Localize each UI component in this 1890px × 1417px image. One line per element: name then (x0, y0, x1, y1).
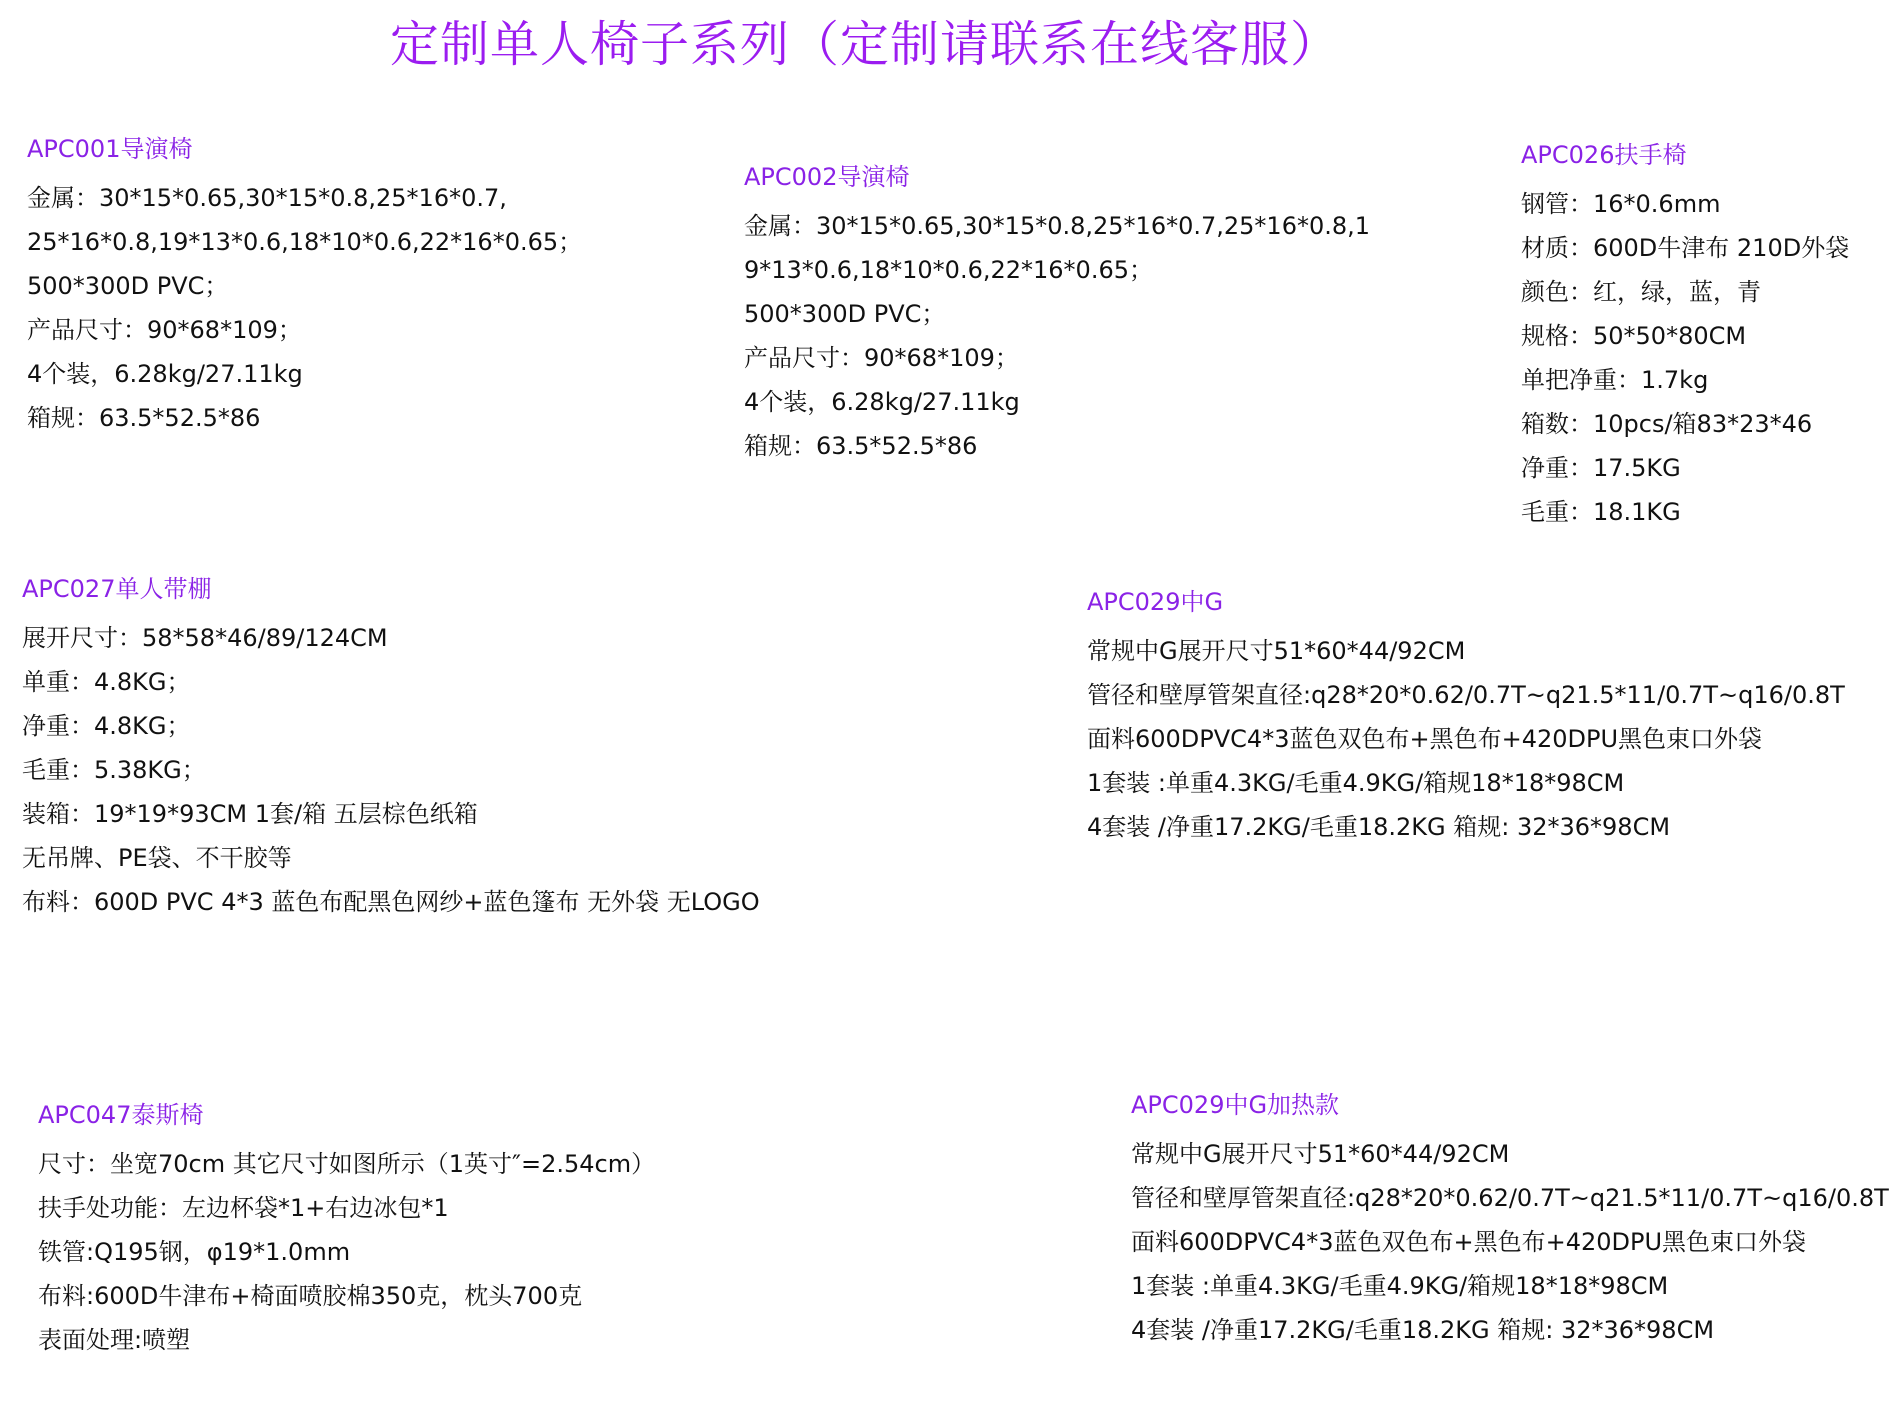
page-title: 定制单人椅子系列（定制请联系在线客服） (390, 16, 1341, 73)
spec-line: 常规中G展开尺寸51*60*44/92CM (1131, 1140, 1510, 1168)
spec-line: 材质：600D牛津布 210D外袋 (1521, 234, 1850, 262)
product-block-apc029 (1087, 587, 1845, 849)
product-title: APC029中G加热款 (1131, 1091, 1340, 1119)
spec-line: 毛重：5.38KG； (22, 756, 206, 784)
spec-line: 无吊牌、PE袋、不干胶等 (22, 844, 292, 872)
spec-line: 展开尺寸：58*58*46/89/124CM (22, 624, 388, 652)
spec-line: 铁管:Q195钢，φ19*1.0mm (38, 1238, 351, 1266)
spec-line: 单重：4.8KG； (22, 668, 191, 696)
product-title: APC026扶手椅 (1521, 141, 1687, 169)
spec-line: 1套装 :单重4.3KG/毛重4.9KG/箱规18*18*98CM (1087, 769, 1625, 797)
spec-line: 面料600DPVC4*3蓝色双色布+黑色布+420DPU黑色束口外袋 (1087, 725, 1763, 753)
spec-line: 单把净重：1.7kg (1521, 366, 1709, 394)
spec-line: 常规中G展开尺寸51*60*44/92CM (1087, 637, 1466, 665)
spec-line: 表面处理:喷塑 (38, 1326, 191, 1354)
spec-line: 金属：30*15*0.65,30*15*0.8,25*16*0.7, (27, 184, 507, 212)
spec-line: 规格：50*50*80CM (1521, 322, 1747, 350)
product-title: APC027单人带棚 (22, 575, 212, 603)
spec-line: 钢管：16*0.6mm (1521, 190, 1721, 218)
spec-line: 箱规：63.5*52.5*86 (27, 404, 261, 432)
spec-line: 净重：17.5KG (1521, 454, 1681, 482)
spec-line: 装箱：19*19*93CM 1套/箱 五层棕色纸箱 (22, 800, 478, 828)
spec-line: 箱规：63.5*52.5*86 (744, 432, 978, 460)
spec-line: 管径和壁厚管架直径:q28*20*0.62/0.7T~q21.5*11/0.7T~q16/0.8T (1131, 1184, 1889, 1212)
spec-line: 25*16*0.8,19*13*0.6,18*10*0.6,22*16*0.65； (27, 228, 583, 256)
product-title: APC001导演椅 (27, 135, 193, 163)
spec-line: 1套装 :单重4.3KG/毛重4.9KG/箱规18*18*98CM (1131, 1272, 1669, 1300)
spec-line: 500*300D PVC； (744, 300, 946, 328)
product-title: APC029中G (1087, 588, 1224, 616)
spec-line: 布料:600D牛津布+椅面喷胶棉350克，枕头700克 (38, 1282, 583, 1310)
spec-line: 箱数：10pcs/箱83*23*46 (1521, 410, 1813, 438)
spec-line: 4个装，6.28kg/27.11kg (744, 388, 1020, 416)
product-block-apc001 (27, 134, 582, 440)
spec-line: 4套装 /净重17.2KG/毛重18.2KG 箱规: 32*36*98CM (1087, 813, 1671, 841)
spec-line: 500*300D PVC； (27, 272, 229, 300)
product-block-apc026 (1521, 140, 1849, 534)
product-title: APC002导演椅 (744, 163, 910, 191)
spec-line: 布料：600D PVC 4*3 蓝色布配黑色网纱+蓝色篷布 无外袋 无LOGO (22, 888, 760, 916)
spec-line: 4套装 /净重17.2KG/毛重18.2KG 箱规: 32*36*98CM (1131, 1316, 1715, 1344)
product-block-apc027 (22, 574, 760, 924)
spec-line: 9*13*0.6,18*10*0.6,22*16*0.65； (744, 256, 1153, 284)
spec-line: 净重：4.8KG； (22, 712, 191, 740)
spec-line: 金属：30*15*0.65,30*15*0.8,25*16*0.7,25*16*0.8,1 (744, 212, 1371, 240)
spec-line: 扶手处功能：左边杯袋*1+右边冰包*1 (38, 1194, 449, 1222)
spec-line: 4个装，6.28kg/27.11kg (27, 360, 303, 388)
product-block-apc047 (38, 1100, 655, 1362)
spec-line: 产品尺寸：90*68*109； (27, 316, 302, 344)
spec-line: 管径和壁厚管架直径:q28*20*0.62/0.7T~q21.5*11/0.7T~q16/0.8T (1087, 681, 1845, 709)
spec-line: 产品尺寸：90*68*109； (744, 344, 1019, 372)
spec-line: 尺寸：坐宽70cm 其它尺寸如图所示（1英寸″=2.54cm） (38, 1150, 656, 1178)
spec-line: 颜色：红，绿，蓝，青 (1521, 278, 1761, 306)
product-block-apc002 (744, 162, 1370, 468)
product-title: APC047泰斯椅 (38, 1101, 204, 1129)
product-block-apc029-heated (1131, 1090, 1889, 1352)
spec-line: 面料600DPVC4*3蓝色双色布+黑色布+420DPU黑色束口外袋 (1131, 1228, 1807, 1256)
spec-line: 毛重：18.1KG (1521, 498, 1681, 526)
